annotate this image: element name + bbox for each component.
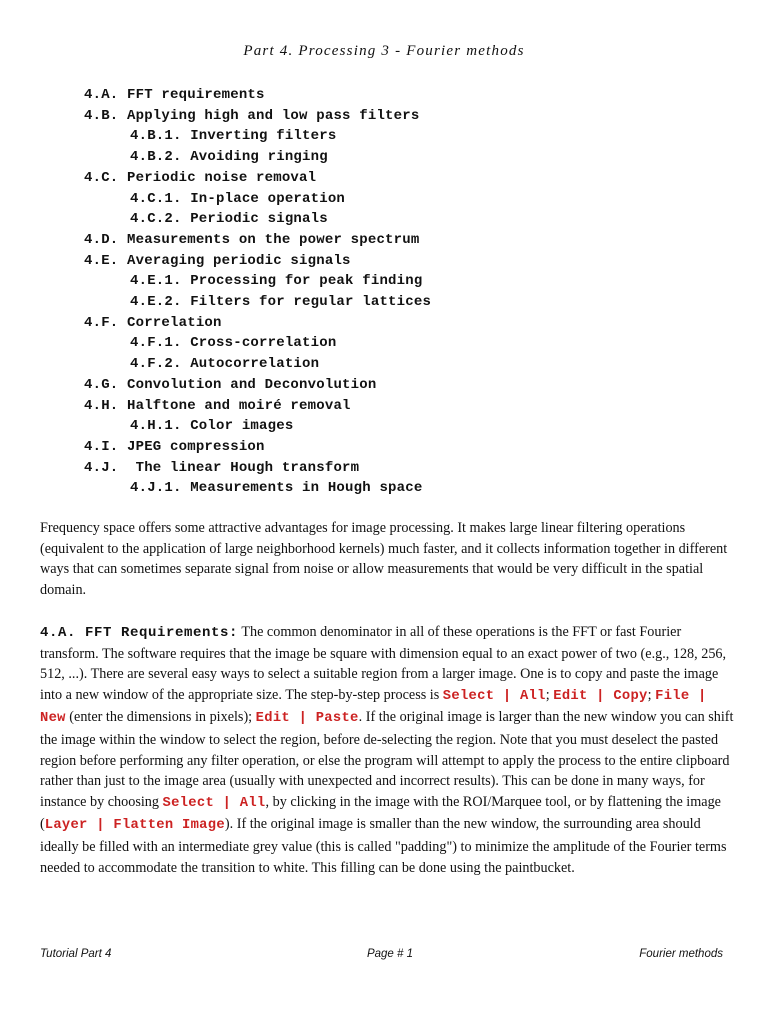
toc-item: 4.B. Applying high and low pass filters xyxy=(84,107,420,124)
toc-subitem: 4.C.1. In-place operation xyxy=(130,190,346,207)
toc-subitem: 4.H.1. Color images xyxy=(130,418,294,435)
menu-command-edit-paste: Edit | Paste xyxy=(255,711,359,727)
toc-item: 4.C. Periodic noise removal xyxy=(84,169,317,186)
toc-subitem: 4.C.2. Periodic signals xyxy=(130,211,328,228)
menu-command-edit-copy: Edit | Copy xyxy=(553,688,648,704)
footer-left: Tutorial Part 4 xyxy=(40,948,112,960)
page-title: Part 4. Processing 3 - Fourier methods xyxy=(243,43,525,59)
toc-item: 4.F. Correlation xyxy=(84,314,222,331)
menu-command-layer-flatten-image: Layer | Flatten Image xyxy=(44,818,225,834)
intro-paragraph: Frequency space offers some attractive advantages for image processing. It makes large linear filtering operations (equivalent to the application of large neighborhood kernels) much faster, and it collects information together in different ways that can sometimes separate signal from noise or allow measurements that would be very difficult in the spatial domain. xyxy=(40,520,728,598)
toc-item: 4.J. The linear Hough transform xyxy=(84,459,360,476)
toc-item: 4.E. Averaging periodic signals xyxy=(84,252,351,269)
body-text: ; xyxy=(647,686,656,703)
body-text: , by clicking in the image with the ROI/Marquee tool, or by flattening the image ( xyxy=(40,793,721,833)
body-text: . If the original image is larger than the new window you can shift the image within the window to select the region, before de-selecting the region. Note that you must deselect the pasted region before performing any filter operation, or else the program will attempt to apply the process to the entire clipboard rather than just to the image area (usually with unexpected and incorrect results). This can be done in many ways, for instance by choosing xyxy=(40,709,734,810)
toc-subitem: 4.J.1. Measurements in Hough space xyxy=(130,480,423,497)
toc-subitem: 4.E.2. Filters for regular lattices xyxy=(130,294,432,311)
body-text: (enter the dimensions in pixels); xyxy=(65,709,256,726)
menu-command-select-all: Select | All xyxy=(162,795,266,811)
toc-item: 4.A. FFT requirements xyxy=(84,87,265,103)
toc-subitem: 4.F.1. Cross-correlation xyxy=(130,335,337,352)
section-heading: 4.A. FFT Requirements: xyxy=(40,625,239,641)
toc-subitem: 4.E.1. Processing for peak finding xyxy=(130,273,423,290)
toc-item: 4.H. Halftone and moiré removal xyxy=(84,397,351,414)
footer-right: Fourier methods xyxy=(639,948,723,960)
page-footer xyxy=(40,948,723,964)
body-text: The common denominator in all of these operations is the FFT or fast Fourier transform. The software requires that the image be square with dimension equal to an exact power of two (e.g., 128, 256, 512, ...). There are several easy ways to select a suitable region from a larger image. One is to copy and paste the image into a new window of the appropriate size. The step-by-step process is xyxy=(40,624,727,703)
toc-item: 4.I. JPEG compression xyxy=(84,438,265,455)
footer-page-number: Page # 1 xyxy=(366,948,414,960)
table-of-contents xyxy=(84,85,431,499)
body-text: ; xyxy=(545,686,554,703)
toc-subitem: 4.B.1. Inverting filters xyxy=(130,128,337,145)
menu-command-select-all: Select | All xyxy=(442,688,546,704)
toc-subitem: 4.B.2. Avoiding ringing xyxy=(130,149,328,166)
body-text: ). If the original image is smaller than the new window, the surrounding area should ideally be filled with an intermediate grey value (this is called "padding") to minimize the amplitude of the Fourier terms needed to accommodate the transition to white. This filling can be done using the paintbucket. xyxy=(40,816,727,876)
toc-item: 4.D. Measurements on the power spectrum xyxy=(84,231,420,248)
menu-command-file-new: File | New xyxy=(40,688,707,727)
toc-subitem: 4.F.2. Autocorrelation xyxy=(130,356,320,373)
toc-item: 4.G. Convolution and Deconvolution xyxy=(84,376,377,393)
section-fft-requirements xyxy=(40,622,740,878)
